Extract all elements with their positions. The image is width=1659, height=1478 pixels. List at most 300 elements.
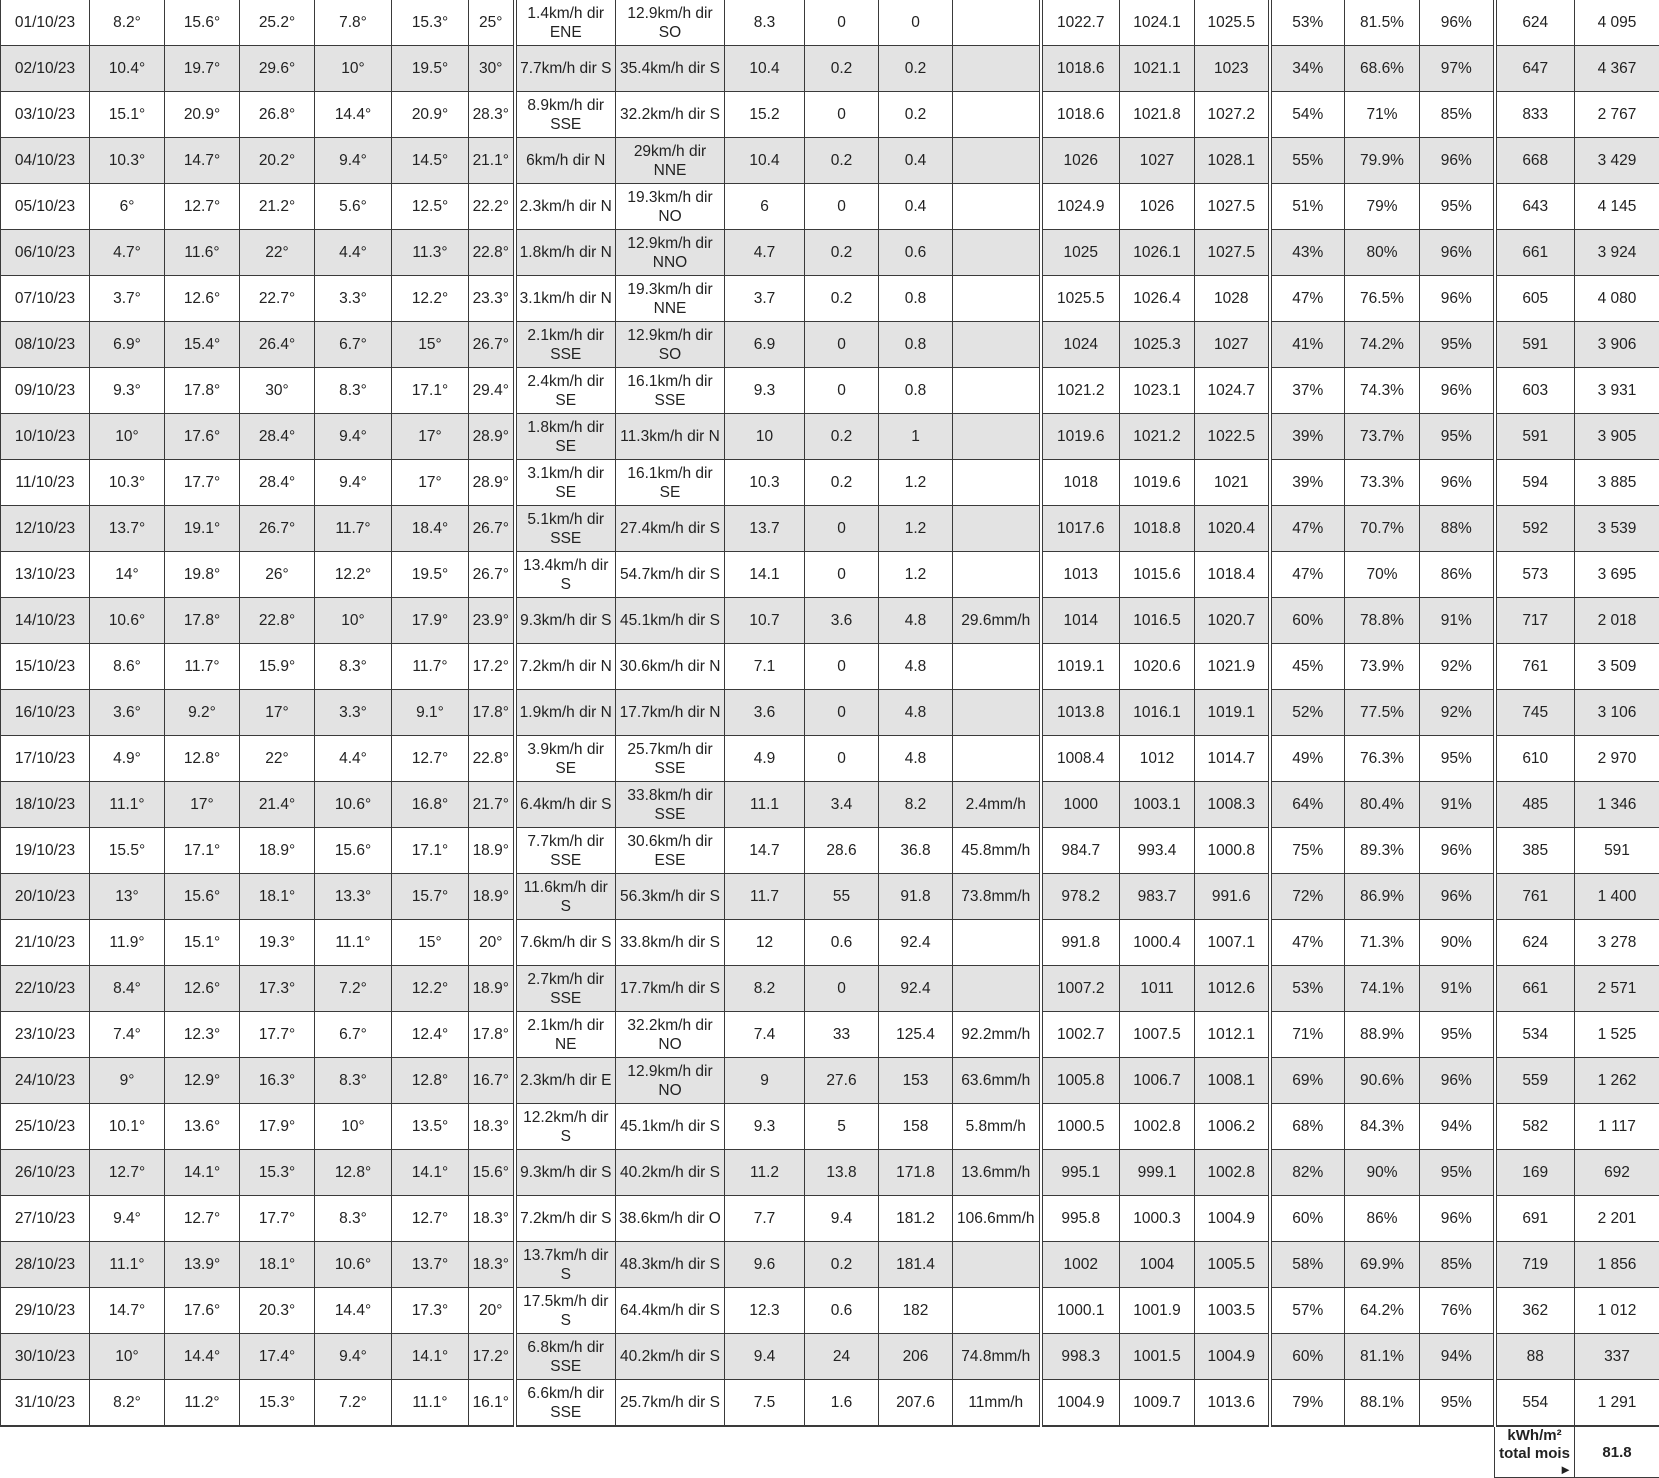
cell-rain-rate: 2.4mm/h	[953, 782, 1041, 828]
cell-rain-day: 0.2	[805, 276, 879, 322]
cell-temp-max: 26.7°	[240, 506, 315, 552]
cell-rain-cumul: 0.8	[879, 368, 953, 414]
cell-wind-avg: 3.9km/h dir SE	[515, 736, 616, 782]
cell-pressure-max: 1000.8	[1195, 828, 1270, 874]
table-row	[1, 0, 1659, 46]
cell-temp-min: 4.7°	[90, 230, 165, 276]
cell-wind-gust: 19.3km/h dir NO	[616, 184, 725, 230]
cell-solar-max: 661	[1495, 966, 1575, 1012]
cell-solar-total: 1 117	[1575, 1104, 1659, 1150]
cell-solar-max: 643	[1495, 184, 1575, 230]
cell-wind-gust: 45.1km/h dir S	[616, 1104, 725, 1150]
cell-solar-max: 534	[1495, 1012, 1575, 1058]
cell-rain-cumul: 4.8	[879, 644, 953, 690]
cell-feels-min: 4.4°	[315, 736, 392, 782]
cell-humidity-min: 72%	[1270, 874, 1345, 920]
cell-date: 23/10/23	[1, 1012, 90, 1058]
cell-dew-point: 7.1	[725, 644, 805, 690]
cell-date: 07/10/23	[1, 276, 90, 322]
cell-rain-day: 9.4	[805, 1196, 879, 1242]
cell-date: 22/10/23	[1, 966, 90, 1012]
cell-wind-avg: 8.9km/h dir SSE	[515, 92, 616, 138]
cell-wind-avg: 1.8km/h dir N	[515, 230, 616, 276]
cell-pressure-min: 1019.1	[1041, 644, 1120, 690]
cell-humidity-max: 96%	[1420, 460, 1495, 506]
cell-pressure-max: 1004.9	[1195, 1196, 1270, 1242]
cell-feels-min: 3.3°	[315, 276, 392, 322]
cell-rain-day: 24	[805, 1334, 879, 1380]
cell-solar-max: 485	[1495, 782, 1575, 828]
cell-rain-rate	[953, 1288, 1041, 1334]
cell-rain-day: 0.2	[805, 1242, 879, 1288]
cell-humidity-min: 45%	[1270, 644, 1345, 690]
footer-spacer	[1, 1426, 1495, 1478]
cell-pressure-max: 1008.1	[1195, 1058, 1270, 1104]
cell-temp-min: 12.7°	[90, 1150, 165, 1196]
cell-rain-cumul: 4.8	[879, 690, 953, 736]
cell-wind-gust: 35.4km/h dir S	[616, 46, 725, 92]
cell-feels-min: 7.8°	[315, 0, 392, 46]
cell-rain-day: 0	[805, 690, 879, 736]
cell-wind-gust: 38.6km/h dir O	[616, 1196, 725, 1242]
cell-feels-avg: 12.2°	[392, 276, 469, 322]
cell-feels-min: 3.3°	[315, 690, 392, 736]
cell-feels-max: 22.2°	[469, 184, 515, 230]
cell-pressure-avg: 1002.8	[1120, 1104, 1195, 1150]
cell-date: 06/10/23	[1, 230, 90, 276]
cell-pressure-max: 991.6	[1195, 874, 1270, 920]
cell-temp-max: 17.7°	[240, 1012, 315, 1058]
cell-humidity-min: 60%	[1270, 598, 1345, 644]
cell-rain-rate: 63.6mm/h	[953, 1058, 1041, 1104]
cell-date: 25/10/23	[1, 1104, 90, 1150]
cell-rain-rate	[953, 920, 1041, 966]
cell-rain-day: 0.2	[805, 230, 879, 276]
cell-dew-point: 10	[725, 414, 805, 460]
cell-pressure-min: 1000.5	[1041, 1104, 1120, 1150]
cell-solar-total: 1 012	[1575, 1288, 1659, 1334]
cell-dew-point: 4.7	[725, 230, 805, 276]
cell-wind-gust: 11.3km/h dir N	[616, 414, 725, 460]
cell-humidity-max: 91%	[1420, 782, 1495, 828]
cell-pressure-min: 995.1	[1041, 1150, 1120, 1196]
cell-humidity-avg: 90%	[1345, 1150, 1420, 1196]
cell-solar-total: 4 145	[1575, 184, 1659, 230]
cell-temp-avg: 12.8°	[165, 736, 240, 782]
cell-pressure-max: 1024.7	[1195, 368, 1270, 414]
table-row	[1, 920, 1659, 966]
cell-wind-avg: 7.7km/h dir SSE	[515, 828, 616, 874]
cell-rain-day: 0.2	[805, 138, 879, 184]
cell-feels-min: 11.7°	[315, 506, 392, 552]
cell-temp-min: 9.3°	[90, 368, 165, 414]
table-row	[1, 138, 1659, 184]
cell-solar-max: 559	[1495, 1058, 1575, 1104]
cell-pressure-avg: 1023.1	[1120, 368, 1195, 414]
cell-date: 26/10/23	[1, 1150, 90, 1196]
cell-rain-rate	[953, 92, 1041, 138]
cell-temp-min: 9°	[90, 1058, 165, 1104]
cell-humidity-avg: 68.6%	[1345, 46, 1420, 92]
cell-temp-min: 14.7°	[90, 1288, 165, 1334]
cell-rain-cumul: 91.8	[879, 874, 953, 920]
cell-feels-min: 15.6°	[315, 828, 392, 874]
cell-dew-point: 4.9	[725, 736, 805, 782]
cell-rain-day: 0	[805, 506, 879, 552]
cell-solar-max: 603	[1495, 368, 1575, 414]
cell-feels-avg: 19.5°	[392, 552, 469, 598]
cell-temp-avg: 12.9°	[165, 1058, 240, 1104]
monthly-total-value: 81.8	[1575, 1426, 1659, 1478]
cell-feels-max: 26.7°	[469, 552, 515, 598]
cell-solar-total: 2 767	[1575, 92, 1659, 138]
cell-temp-max: 15.3°	[240, 1380, 315, 1427]
table-row	[1, 1150, 1659, 1196]
cell-wind-gust: 32.2km/h dir S	[616, 92, 725, 138]
cell-pressure-max: 1004.9	[1195, 1334, 1270, 1380]
cell-rain-rate	[953, 414, 1041, 460]
cell-date: 08/10/23	[1, 322, 90, 368]
cell-feels-min: 14.4°	[315, 92, 392, 138]
cell-feels-max: 20°	[469, 1288, 515, 1334]
cell-pressure-avg: 1015.6	[1120, 552, 1195, 598]
cell-rain-day: 55	[805, 874, 879, 920]
cell-feels-max: 26.7°	[469, 506, 515, 552]
cell-dew-point: 14.1	[725, 552, 805, 598]
cell-rain-rate	[953, 690, 1041, 736]
cell-feels-max: 30°	[469, 46, 515, 92]
cell-date: 09/10/23	[1, 368, 90, 414]
cell-pressure-avg: 1024.1	[1120, 0, 1195, 46]
cell-dew-point: 8.2	[725, 966, 805, 1012]
cell-temp-min: 7.4°	[90, 1012, 165, 1058]
cell-humidity-min: 47%	[1270, 920, 1345, 966]
cell-pressure-min: 1024	[1041, 322, 1120, 368]
cell-rain-cumul: 181.2	[879, 1196, 953, 1242]
cell-feels-min: 14.4°	[315, 1288, 392, 1334]
cell-humidity-avg: 69.9%	[1345, 1242, 1420, 1288]
cell-temp-min: 10.1°	[90, 1104, 165, 1150]
cell-wind-avg: 1.9km/h dir N	[515, 690, 616, 736]
monthly-total-label-text: kWh/m² total mois	[1499, 1427, 1570, 1462]
cell-humidity-max: 96%	[1420, 0, 1495, 46]
cell-rain-rate	[953, 322, 1041, 368]
cell-pressure-max: 1027.5	[1195, 184, 1270, 230]
cell-pressure-min: 991.8	[1041, 920, 1120, 966]
cell-rain-cumul: 0.8	[879, 322, 953, 368]
cell-humidity-max: 95%	[1420, 1380, 1495, 1427]
cell-rain-rate: 92.2mm/h	[953, 1012, 1041, 1058]
cell-solar-total: 3 106	[1575, 690, 1659, 736]
cell-dew-point: 14.7	[725, 828, 805, 874]
cell-temp-max: 30°	[240, 368, 315, 414]
cell-feels-max: 26.7°	[469, 322, 515, 368]
cell-dew-point: 6	[725, 184, 805, 230]
cell-humidity-min: 47%	[1270, 276, 1345, 322]
cell-humidity-avg: 71%	[1345, 92, 1420, 138]
cell-humidity-avg: 88.1%	[1345, 1380, 1420, 1427]
cell-temp-max: 22°	[240, 230, 315, 276]
cell-solar-total: 3 931	[1575, 368, 1659, 414]
cell-date: 24/10/23	[1, 1058, 90, 1104]
cell-feels-max: 16.7°	[469, 1058, 515, 1104]
cell-date: 15/10/23	[1, 644, 90, 690]
cell-feels-min: 10°	[315, 598, 392, 644]
cell-pressure-min: 1000.1	[1041, 1288, 1120, 1334]
cell-pressure-min: 1022.7	[1041, 0, 1120, 46]
cell-temp-min: 8.4°	[90, 966, 165, 1012]
cell-temp-avg: 12.6°	[165, 276, 240, 322]
cell-feels-avg: 13.5°	[392, 1104, 469, 1150]
cell-date: 19/10/23	[1, 828, 90, 874]
cell-humidity-min: 52%	[1270, 690, 1345, 736]
cell-humidity-avg: 79%	[1345, 184, 1420, 230]
cell-dew-point: 8.3	[725, 0, 805, 46]
cell-rain-cumul: 181.4	[879, 1242, 953, 1288]
cell-humidity-min: 47%	[1270, 552, 1345, 598]
cell-temp-avg: 12.7°	[165, 1196, 240, 1242]
table-row	[1, 736, 1659, 782]
cell-wind-gust: 25.7km/h dir SSE	[616, 736, 725, 782]
cell-wind-gust: 32.2km/h dir NO	[616, 1012, 725, 1058]
cell-feels-min: 9.4°	[315, 414, 392, 460]
cell-solar-max: 362	[1495, 1288, 1575, 1334]
cell-humidity-max: 96%	[1420, 1058, 1495, 1104]
cell-pressure-max: 1020.7	[1195, 598, 1270, 644]
cell-pressure-min: 1024.9	[1041, 184, 1120, 230]
cell-rain-day: 0	[805, 966, 879, 1012]
cell-pressure-max: 1019.1	[1195, 690, 1270, 736]
cell-date: 13/10/23	[1, 552, 90, 598]
cell-pressure-avg: 1001.5	[1120, 1334, 1195, 1380]
cell-wind-avg: 9.3km/h dir S	[515, 598, 616, 644]
cell-humidity-max: 88%	[1420, 506, 1495, 552]
cell-pressure-min: 1018.6	[1041, 46, 1120, 92]
cell-feels-avg: 13.7°	[392, 1242, 469, 1288]
cell-solar-max: 745	[1495, 690, 1575, 736]
cell-solar-max: 647	[1495, 46, 1575, 92]
cell-feels-min: 6.7°	[315, 1012, 392, 1058]
cell-dew-point: 10.3	[725, 460, 805, 506]
cell-rain-rate: 5.8mm/h	[953, 1104, 1041, 1150]
cell-feels-max: 18.3°	[469, 1104, 515, 1150]
cell-feels-max: 17.8°	[469, 690, 515, 736]
cell-humidity-min: 57%	[1270, 1288, 1345, 1334]
cell-temp-avg: 17.8°	[165, 598, 240, 644]
cell-feels-avg: 17.9°	[392, 598, 469, 644]
cell-feels-max: 28.3°	[469, 92, 515, 138]
cell-feels-max: 17.2°	[469, 1334, 515, 1380]
cell-feels-min: 6.7°	[315, 322, 392, 368]
cell-humidity-max: 96%	[1420, 276, 1495, 322]
cell-feels-max: 23.9°	[469, 598, 515, 644]
cell-temp-max: 20.2°	[240, 138, 315, 184]
cell-feels-min: 8.3°	[315, 644, 392, 690]
cell-feels-min: 12.8°	[315, 1150, 392, 1196]
cell-wind-avg: 2.1km/h dir SSE	[515, 322, 616, 368]
cell-date: 20/10/23	[1, 874, 90, 920]
cell-rain-cumul: 1	[879, 414, 953, 460]
cell-feels-avg: 17.3°	[392, 1288, 469, 1334]
cell-temp-max: 26°	[240, 552, 315, 598]
cell-humidity-avg: 86.9%	[1345, 874, 1420, 920]
cell-solar-max: 592	[1495, 506, 1575, 552]
cell-feels-avg: 11.7°	[392, 644, 469, 690]
cell-solar-max: 833	[1495, 92, 1575, 138]
cell-feels-avg: 17°	[392, 460, 469, 506]
cell-temp-min: 10.6°	[90, 598, 165, 644]
cell-pressure-min: 998.3	[1041, 1334, 1120, 1380]
cell-humidity-max: 95%	[1420, 1150, 1495, 1196]
cell-wind-avg: 3.1km/h dir SE	[515, 460, 616, 506]
cell-temp-avg: 11.7°	[165, 644, 240, 690]
cell-humidity-avg: 74.3%	[1345, 368, 1420, 414]
table-row	[1, 552, 1659, 598]
cell-temp-min: 6.9°	[90, 322, 165, 368]
cell-temp-min: 10.4°	[90, 46, 165, 92]
cell-rain-day: 0.2	[805, 46, 879, 92]
cell-solar-total: 4 080	[1575, 276, 1659, 322]
cell-feels-avg: 12.4°	[392, 1012, 469, 1058]
cell-wind-avg: 6.6km/h dir SSE	[515, 1380, 616, 1427]
table-row	[1, 184, 1659, 230]
cell-pressure-min: 1013.8	[1041, 690, 1120, 736]
cell-pressure-min: 1002	[1041, 1242, 1120, 1288]
table-row	[1, 414, 1659, 460]
cell-feels-min: 9.4°	[315, 460, 392, 506]
cell-pressure-max: 1014.7	[1195, 736, 1270, 782]
cell-dew-point: 10.4	[725, 138, 805, 184]
cell-temp-avg: 12.3°	[165, 1012, 240, 1058]
cell-humidity-min: 55%	[1270, 138, 1345, 184]
cell-humidity-avg: 76.3%	[1345, 736, 1420, 782]
cell-solar-total: 337	[1575, 1334, 1659, 1380]
cell-dew-point: 9.3	[725, 1104, 805, 1150]
cell-rain-cumul: 171.8	[879, 1150, 953, 1196]
cell-solar-max: 761	[1495, 874, 1575, 920]
cell-solar-total: 4 095	[1575, 0, 1659, 46]
cell-feels-max: 25°	[469, 0, 515, 46]
cell-rain-day: 0	[805, 736, 879, 782]
cell-feels-max: 22.8°	[469, 230, 515, 276]
cell-pressure-avg: 1000.4	[1120, 920, 1195, 966]
cell-dew-point: 12.3	[725, 1288, 805, 1334]
cell-rain-cumul: 0.6	[879, 230, 953, 276]
cell-feels-avg: 18.4°	[392, 506, 469, 552]
cell-humidity-avg: 73.3%	[1345, 460, 1420, 506]
cell-wind-gust: 16.1km/h dir SSE	[616, 368, 725, 414]
cell-feels-avg: 12.7°	[392, 1196, 469, 1242]
cell-date: 31/10/23	[1, 1380, 90, 1427]
cell-wind-avg: 1.4km/h dir ENE	[515, 0, 616, 46]
cell-pressure-max: 1003.5	[1195, 1288, 1270, 1334]
cell-dew-point: 9	[725, 1058, 805, 1104]
cell-feels-avg: 19.5°	[392, 46, 469, 92]
cell-feels-max: 28.9°	[469, 460, 515, 506]
cell-wind-avg: 6km/h dir N	[515, 138, 616, 184]
cell-rain-day: 0.2	[805, 460, 879, 506]
cell-date: 27/10/23	[1, 1196, 90, 1242]
cell-rain-cumul: 153	[879, 1058, 953, 1104]
cell-solar-total: 1 262	[1575, 1058, 1659, 1104]
cell-humidity-avg: 90.6%	[1345, 1058, 1420, 1104]
cell-humidity-avg: 73.9%	[1345, 644, 1420, 690]
cell-date: 01/10/23	[1, 0, 90, 46]
cell-feels-avg: 11.1°	[392, 1380, 469, 1427]
cell-rain-day: 5	[805, 1104, 879, 1150]
cell-solar-max: 594	[1495, 460, 1575, 506]
cell-date: 04/10/23	[1, 138, 90, 184]
cell-rain-day: 0	[805, 184, 879, 230]
cell-date: 18/10/23	[1, 782, 90, 828]
cell-humidity-max: 94%	[1420, 1104, 1495, 1150]
cell-solar-max: 591	[1495, 414, 1575, 460]
cell-feels-min: 8.3°	[315, 1058, 392, 1104]
cell-rain-rate: 45.8mm/h	[953, 828, 1041, 874]
cell-temp-max: 28.4°	[240, 460, 315, 506]
cell-temp-max: 26.8°	[240, 92, 315, 138]
cell-rain-rate	[953, 506, 1041, 552]
cell-pressure-max: 1006.2	[1195, 1104, 1270, 1150]
cell-rain-day: 1.6	[805, 1380, 879, 1427]
cell-wind-avg: 13.4km/h dir S	[515, 552, 616, 598]
cell-humidity-min: 34%	[1270, 46, 1345, 92]
table-row	[1, 92, 1659, 138]
cell-pressure-min: 1014	[1041, 598, 1120, 644]
cell-date: 16/10/23	[1, 690, 90, 736]
monthly-total-label	[1495, 1426, 1575, 1478]
cell-solar-total: 2 201	[1575, 1196, 1659, 1242]
cell-feels-avg: 12.7°	[392, 736, 469, 782]
cell-solar-total: 1 856	[1575, 1242, 1659, 1288]
cell-rain-day: 0.6	[805, 920, 879, 966]
cell-temp-min: 10.3°	[90, 138, 165, 184]
cell-pressure-avg: 1012	[1120, 736, 1195, 782]
cell-temp-min: 8.6°	[90, 644, 165, 690]
cell-pressure-max: 1002.8	[1195, 1150, 1270, 1196]
cell-rain-day: 0	[805, 368, 879, 414]
cell-temp-max: 17.9°	[240, 1104, 315, 1150]
cell-humidity-max: 95%	[1420, 414, 1495, 460]
cell-rain-rate	[953, 736, 1041, 782]
table-row	[1, 874, 1659, 920]
cell-feels-max: 21.7°	[469, 782, 515, 828]
table-row	[1, 1196, 1659, 1242]
cell-wind-avg: 11.6km/h dir S	[515, 874, 616, 920]
cell-rain-day: 0	[805, 644, 879, 690]
cell-pressure-min: 1000	[1041, 782, 1120, 828]
cell-temp-max: 25.2°	[240, 0, 315, 46]
cell-pressure-max: 1028	[1195, 276, 1270, 322]
cell-humidity-max: 94%	[1420, 1334, 1495, 1380]
cell-humidity-max: 95%	[1420, 322, 1495, 368]
cell-humidity-min: 79%	[1270, 1380, 1345, 1427]
cell-temp-max: 18.9°	[240, 828, 315, 874]
cell-humidity-avg: 79.9%	[1345, 138, 1420, 184]
cell-feels-avg: 12.5°	[392, 184, 469, 230]
cell-dew-point: 3.7	[725, 276, 805, 322]
cell-solar-total: 2 970	[1575, 736, 1659, 782]
cell-humidity-avg: 81.5%	[1345, 0, 1420, 46]
weather-table-body	[1, 0, 1659, 1426]
cell-humidity-min: 43%	[1270, 230, 1345, 276]
cell-dew-point: 10.4	[725, 46, 805, 92]
cell-humidity-min: 54%	[1270, 92, 1345, 138]
cell-feels-min: 7.2°	[315, 966, 392, 1012]
cell-rain-cumul: 206	[879, 1334, 953, 1380]
cell-humidity-max: 96%	[1420, 1196, 1495, 1242]
cell-wind-avg: 7.7km/h dir S	[515, 46, 616, 92]
